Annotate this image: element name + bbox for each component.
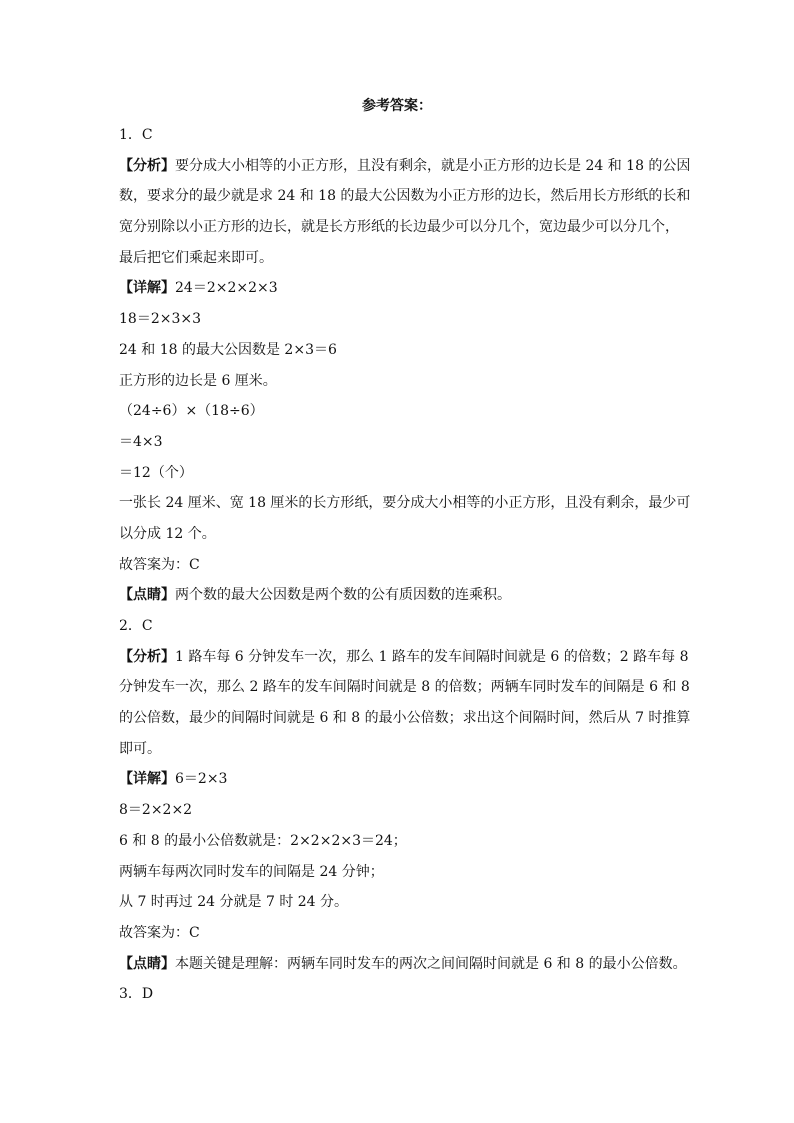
q1-comment-text: 两个数的最大公因数是两个数的公有质因数的连乘积。 [175, 587, 511, 604]
q1-analysis-line-4: 最后把它们乘起来即可。 [119, 249, 273, 266]
q2-analysis-line-2: 分钟发车一次，那么 2 路车的发车间隔时间就是 8 的倍数；两辆车同时发车的间隔是 6 和 8 [119, 679, 690, 696]
comment-tag: 【点睛】 [119, 587, 175, 604]
q3-number: 3．D [119, 986, 154, 1003]
q1-detail-line-4: 正方形的边长是 6 厘米。 [119, 372, 277, 389]
q2-detail-line-1 [119, 764, 681, 795]
q1-detail-line-7: ＝12（个） [119, 464, 193, 481]
q1-answer: 故答案为：C [119, 556, 200, 573]
q2-detail-line-3: 6 和 8 的最小公倍数就是：2×2×2×3＝24； [119, 832, 407, 849]
q1-detail-text-1: 24＝2×2×2×3 [175, 280, 278, 297]
q1-detail-line-8: 一张长 24 厘米、宽 18 厘米的长方形纸，要分成大小相等的小正方形，且没有剩余，最少可 [119, 495, 691, 512]
q1-analysis-line-2: 数，要求分的最少就是求 24 和 18 的最大公因数为小正方形的边长，然后用长方形纸的长和 [119, 188, 691, 205]
q2-answer: 故答案为：C [119, 924, 200, 941]
q1-comment [119, 580, 681, 611]
detail-tag: 【详解】 [119, 771, 175, 788]
q1-detail-line-2: 18＝2×3×3 [119, 311, 201, 328]
q1-detail-line-9: 以分成 12 个。 [119, 525, 216, 542]
q2-number: 2．C [119, 618, 153, 634]
q1-number: 1．C [119, 127, 153, 143]
q1-detail-line-5: （24÷6）×（18÷6） [119, 403, 264, 420]
q1-analysis-line-1 [119, 151, 691, 182]
q2-detail-text-1: 6＝2×3 [175, 771, 228, 788]
q1-analysis-line-3: 宽分别除以小正方形的边长，就是长方形纸的长边最少可以分几个，宽边最少可以分几个， [119, 219, 679, 236]
q2-analysis-line-3: 的公倍数，最少的间隔时间就是 6 和 8 的最小公倍数；求出这个间隔时间，然后从 7 时推算 [119, 710, 691, 727]
answer-content [119, 120, 691, 1010]
detail-tag: 【详解】 [119, 280, 175, 297]
q2-detail-line-5: 从 7 时再过 24 分就是 7 时 24 分。 [119, 894, 349, 911]
q1-detail-line-6: ＝4×3 [119, 433, 163, 450]
comment-tag: 【点睛】 [119, 955, 175, 972]
q1-detail-line-3: 24 和 18 的最大公因数是 2×3＝6 [119, 341, 337, 358]
q2-comment [119, 949, 687, 980]
q2-analysis-text-1: 1 路车每 6 分钟发车一次，那么 1 路车的发车间隔时间就是 6 的倍数；2 路车每 8 [175, 648, 689, 665]
page-title: 参考答案： [362, 98, 432, 114]
analysis-tag: 【分析】 [119, 648, 175, 665]
analysis-tag: 【分析】 [119, 157, 175, 174]
q2-comment-text: 本题关键是理解：两辆车同时发车的两次之间间隔时间就是 6 和 8 的最小公倍数。 [175, 955, 687, 972]
q2-detail-line-2: 8＝2×2×2 [119, 802, 193, 819]
q2-detail-line-4: 两辆车每两次同时发车的间隔是 24 分钟； [119, 863, 384, 880]
q2-analysis-line-4: 即可。 [119, 740, 161, 757]
q1-analysis-text-1: 要分成大小相等的小正方形，且没有剩余，就是小正方形的边长是 24 和 18 的公因 [175, 157, 691, 174]
q2-analysis-line-1 [119, 642, 689, 673]
q1-detail-line-1 [119, 273, 681, 304]
